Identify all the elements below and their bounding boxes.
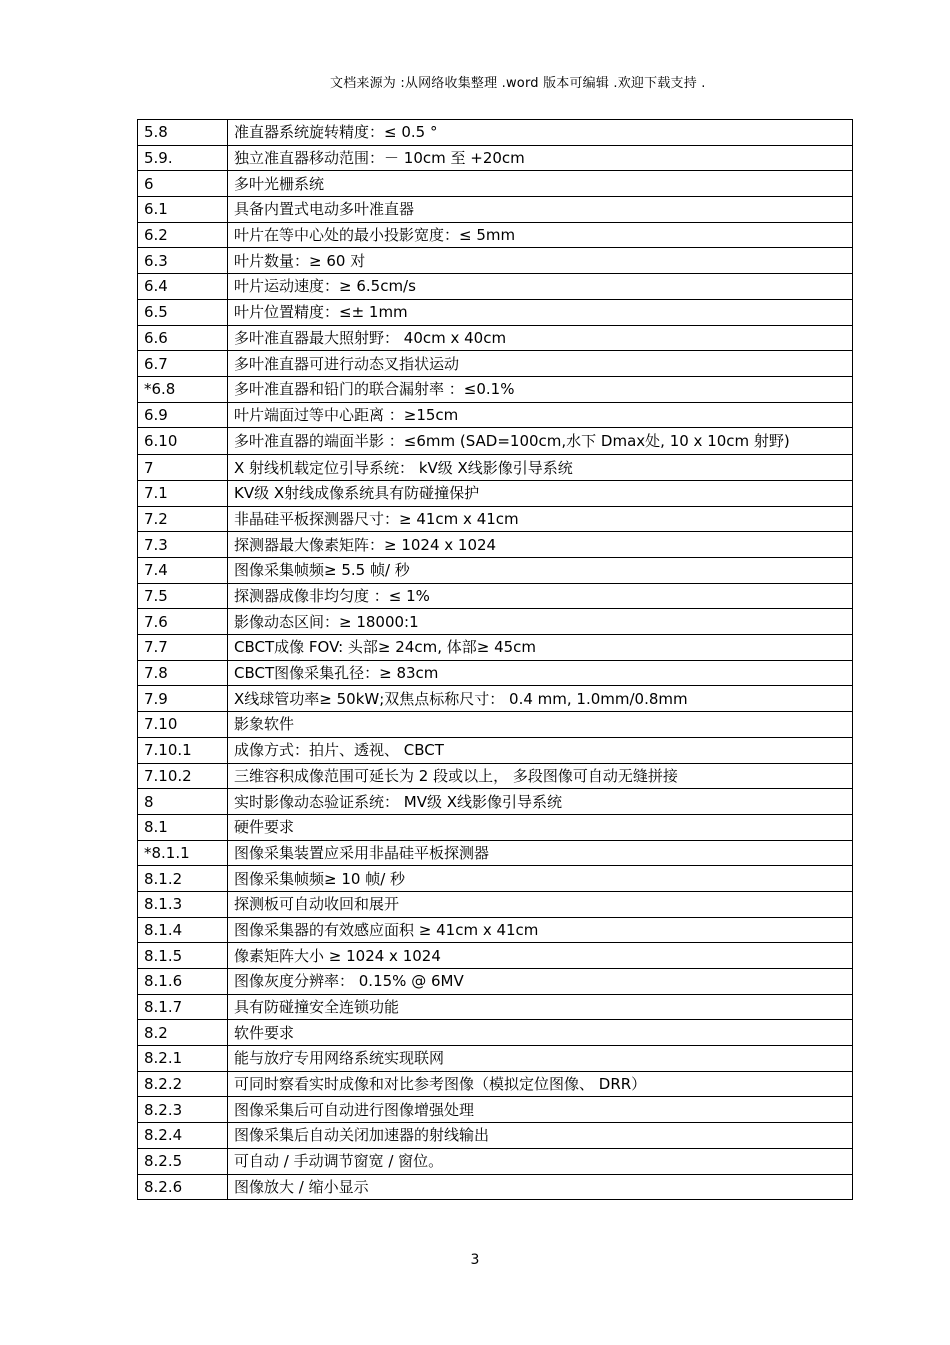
item-spec: 多叶光栅系统 (228, 171, 853, 197)
item-spec: 图像采集帧频≥ 5.5 帧/ 秒 (228, 558, 853, 584)
table-row (138, 532, 853, 558)
table-row (138, 299, 853, 325)
item-spec: 可同时察看实时成像和对比参考图像（模拟定位图像、 DRR） (228, 1071, 853, 1097)
item-number: 7.7 (138, 635, 228, 661)
table-row (138, 145, 853, 171)
item-spec: 叶片端面过等中心距离 ：≥15cm (228, 402, 853, 428)
item-number: 7.2 (138, 506, 228, 532)
item-spec: 影象软件 (228, 712, 853, 738)
item-spec: 准直器系统旋转精度：≤ 0.5 ° (228, 120, 853, 146)
item-number: *6.8 (138, 376, 228, 402)
item-spec: 探测器成像非均匀度 ：≤ 1% (228, 583, 853, 609)
item-number: 8.2.3 (138, 1097, 228, 1123)
table-row (138, 917, 853, 943)
item-number: 8.1.5 (138, 943, 228, 969)
item-number: 7.8 (138, 660, 228, 686)
item-spec: 叶片在等中心处的最小投影宽度：≤ 5mm (228, 222, 853, 248)
table-row (138, 248, 853, 274)
item-spec: 图像放大 / 缩小显示 (228, 1174, 853, 1200)
item-number: 7.3 (138, 532, 228, 558)
item-spec: 多叶准直器最大照射野： 40cm x 40cm (228, 325, 853, 351)
item-number: 7.4 (138, 558, 228, 584)
item-spec: 图像采集帧频≥ 10 帧/ 秒 (228, 866, 853, 892)
source-header: 文档来源为 :从网络收集整理 .word 版本可编辑 .欢迎下载支持 . (330, 76, 706, 91)
item-spec: X线球管功率≥ 50kW;双焦点标称尺寸： 0.4 mm, 1.0mm/0.8mm (228, 686, 853, 712)
item-spec: 硬件要求 (228, 814, 853, 840)
item-spec: 软件要求 (228, 1020, 853, 1046)
table-row (138, 737, 853, 763)
table-row (138, 609, 853, 635)
item-number: 8.2.5 (138, 1148, 228, 1174)
spec-table (137, 119, 853, 1200)
table-row (138, 480, 853, 506)
item-number: 7.6 (138, 609, 228, 635)
table-row (138, 171, 853, 197)
item-spec: 多叶准直器可进行动态叉指状运动 (228, 351, 853, 377)
item-number: 6.2 (138, 222, 228, 248)
item-number: 8.1 (138, 814, 228, 840)
item-number: 8.1.3 (138, 891, 228, 917)
item-number: 6.1 (138, 197, 228, 223)
item-spec: CBCT成像 FOV: 头部≥ 24cm, 体部≥ 45cm (228, 635, 853, 661)
item-number: 8.2.6 (138, 1174, 228, 1200)
table-row (138, 1174, 853, 1200)
item-number: 7.10.1 (138, 737, 228, 763)
table-row (138, 635, 853, 661)
item-spec: X 射线机载定位引导系统： kV级 X线影像引导系统 (228, 455, 853, 481)
item-spec: 叶片位置精度：≤± 1mm (228, 299, 853, 325)
table-row (138, 686, 853, 712)
item-spec: 非晶硅平板探测器尺寸：≥ 41cm x 41cm (228, 506, 853, 532)
item-spec: 多叶准直器和铅门的联合漏射率 ：≤0.1% (228, 376, 853, 402)
table-row (138, 558, 853, 584)
item-number: 6.7 (138, 351, 228, 377)
item-number: 8.2.4 (138, 1123, 228, 1149)
page-number: 3 (470, 1252, 480, 1268)
table-row (138, 428, 853, 455)
table-row (138, 455, 853, 481)
item-number: 8.1.7 (138, 994, 228, 1020)
table-row (138, 583, 853, 609)
item-spec: 能与放疗专用网络系统实现联网 (228, 1046, 853, 1072)
table-row (138, 814, 853, 840)
item-number: 7.10.2 (138, 763, 228, 789)
table-row (138, 1020, 853, 1046)
item-number: 7 (138, 455, 228, 481)
item-number: 8.1.6 (138, 969, 228, 995)
item-spec: CBCT图像采集孔径：≥ 83cm (228, 660, 853, 686)
item-spec: 叶片运动速度：≥ 6.5cm/s (228, 274, 853, 300)
table-row (138, 891, 853, 917)
item-spec: 图像灰度分辨率： 0.15% @ 6MV (228, 969, 853, 995)
item-number: 8 (138, 789, 228, 815)
table-row (138, 325, 853, 351)
table-row (138, 351, 853, 377)
item-number: 8.1.2 (138, 866, 228, 892)
item-spec: 叶片数量：≥ 60 对 (228, 248, 853, 274)
table-row (138, 789, 853, 815)
spec-table-body (138, 120, 853, 1200)
item-number: 5.9. (138, 145, 228, 171)
table-row (138, 1148, 853, 1174)
item-number: 8.2 (138, 1020, 228, 1046)
item-spec: 三维容积成像范围可延长为 2 段或以上， 多段图像可自动无缝拼接 (228, 763, 853, 789)
item-spec: 图像采集装置应采用非晶硅平板探测器 (228, 840, 853, 866)
table-row (138, 376, 853, 402)
table-row (138, 1046, 853, 1072)
item-number: 6.9 (138, 402, 228, 428)
item-spec: 图像采集后自动关闭加速器的射线输出 (228, 1123, 853, 1149)
item-spec: 具有防碰撞安全连锁功能 (228, 994, 853, 1020)
item-number: 7.1 (138, 480, 228, 506)
item-spec: 独立准直器移动范围：－ 10cm 至 +20cm (228, 145, 853, 171)
table-row (138, 840, 853, 866)
table-row (138, 197, 853, 223)
table-row (138, 222, 853, 248)
table-row (138, 506, 853, 532)
table-row (138, 1071, 853, 1097)
item-spec: 具备内置式电动多叶准直器 (228, 197, 853, 223)
table-row (138, 1097, 853, 1123)
item-number: 6.5 (138, 299, 228, 325)
item-number: *8.1.1 (138, 840, 228, 866)
item-spec: KV级 X射线成像系统具有防碰撞保护 (228, 480, 853, 506)
table-row (138, 866, 853, 892)
item-spec: 成像方式：拍片、透视、 CBCT (228, 737, 853, 763)
table-row (138, 402, 853, 428)
table-row (138, 120, 853, 146)
table-row (138, 1123, 853, 1149)
item-number: 6 (138, 171, 228, 197)
item-number: 6.10 (138, 428, 228, 455)
item-number: 8.2.2 (138, 1071, 228, 1097)
table-row (138, 274, 853, 300)
table-row (138, 969, 853, 995)
item-number: 6.4 (138, 274, 228, 300)
item-spec: 探测板可自动收回和展开 (228, 891, 853, 917)
table-row (138, 943, 853, 969)
table-row (138, 712, 853, 738)
item-number: 6.3 (138, 248, 228, 274)
item-spec: 探测器最大像素矩阵：≥ 1024 x 1024 (228, 532, 853, 558)
item-spec: 可自动 / 手动调节窗宽 / 窗位。 (228, 1148, 853, 1174)
table-row (138, 763, 853, 789)
item-number: 6.6 (138, 325, 228, 351)
item-spec: 图像采集后可自动进行图像增强处理 (228, 1097, 853, 1123)
item-number: 7.10 (138, 712, 228, 738)
item-number: 7.5 (138, 583, 228, 609)
item-spec: 多叶准直器的端面半影 ：≤6mm (SAD=100cm,水下 Dmax处, 10 x 10cm 射野) (228, 428, 853, 455)
item-number: 5.8 (138, 120, 228, 146)
table-row (138, 660, 853, 686)
item-spec: 图像采集器的有效感应面积 ≥ 41cm x 41cm (228, 917, 853, 943)
item-number: 7.9 (138, 686, 228, 712)
item-number: 8.2.1 (138, 1046, 228, 1072)
item-spec: 影像动态区间：≥ 18000:1 (228, 609, 853, 635)
item-spec: 像素矩阵大小 ≥ 1024 x 1024 (228, 943, 853, 969)
table-row (138, 994, 853, 1020)
item-spec: 实时影像动态验证系统： MV级 X线影像引导系统 (228, 789, 853, 815)
item-number: 8.1.4 (138, 917, 228, 943)
